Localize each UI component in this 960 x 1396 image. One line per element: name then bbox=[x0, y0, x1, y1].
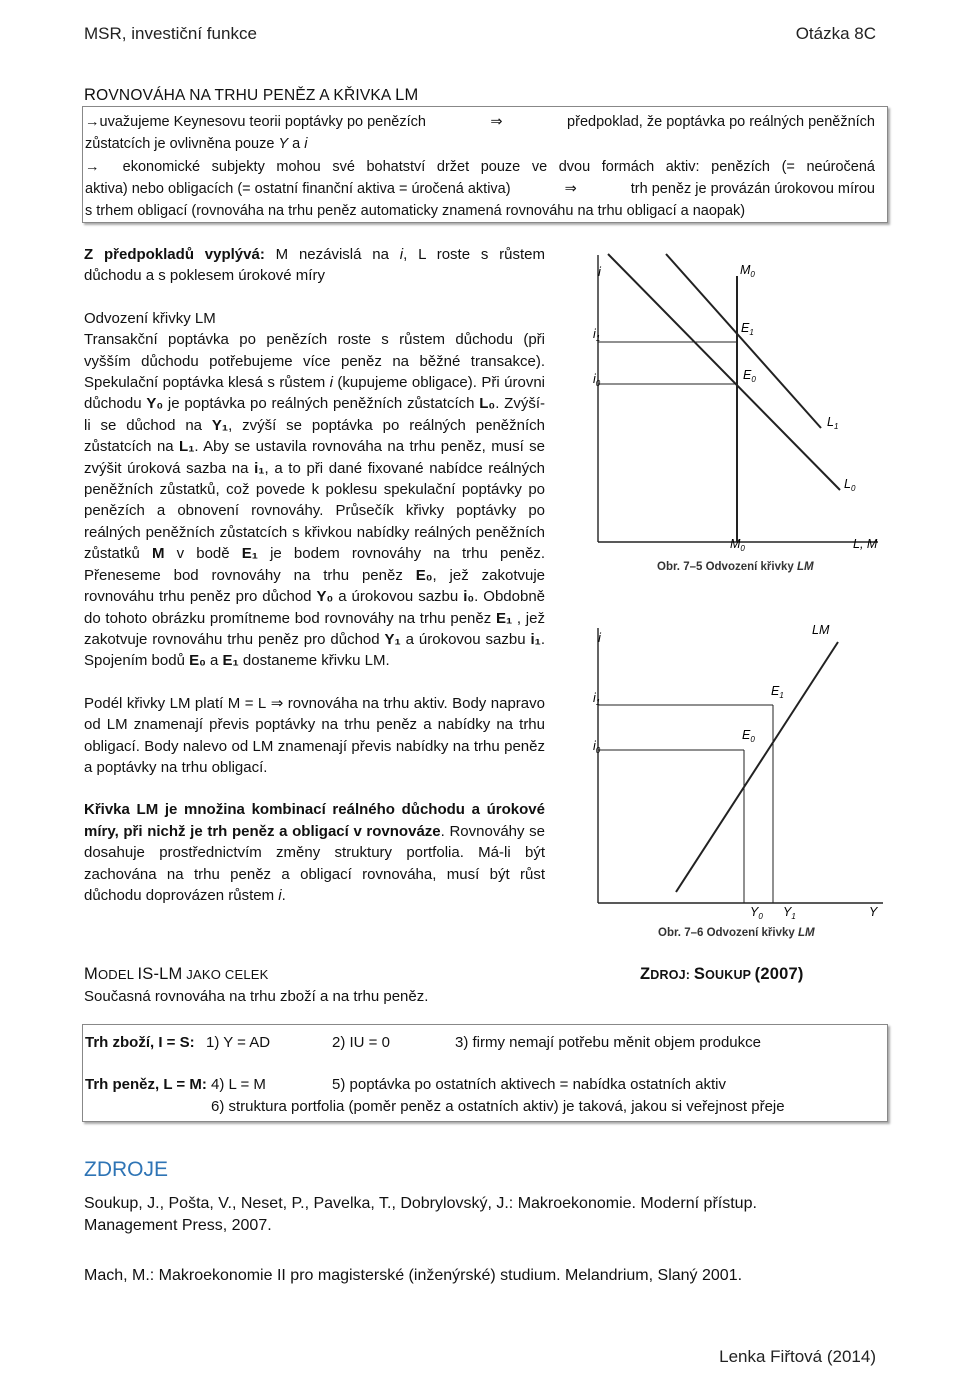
implies-icon: ⇒ bbox=[564, 181, 577, 197]
sources-title: ZDROJE bbox=[84, 1158, 168, 1181]
e0-label: $E_0$ bbox=[743, 368, 756, 384]
lm-label: LM bbox=[812, 623, 830, 637]
section-subtitle: Současná rovnováha na trhu zboží a na trhu peněz. bbox=[84, 988, 429, 1005]
reference-1: Soukup, J., Pošta, V., Neset, P., Pavelka, T., Dobrylovský, J.: Makroekonomie. Moderní přístup. Management Press, 2007. bbox=[84, 1195, 757, 1234]
footer-author: Lenka Fiřtová (2014) bbox=[719, 1347, 876, 1366]
figure-lm-curve bbox=[578, 620, 888, 940]
y1-label: $Y_1$ bbox=[783, 905, 796, 921]
header-right: Otázka 8C bbox=[795, 24, 876, 43]
y0-label: $Y_0$ bbox=[750, 905, 763, 921]
axis-y-label: i bbox=[598, 264, 601, 279]
equilibrium-box: Trh zboží, I = S: 1) Y = AD 2) IU = 0 3) firmy nemají potřebu měnit objem produkce Trh peněz, L = M: 4) L = M 5) poptávka po ostatních aktivech = nabídka ostatních aktiv 6) struktura portfolia (poměr peněz a ostatních aktiv) je taková, jakou si veřejnost přeje bbox=[82, 1024, 888, 1122]
axis-y-label: i bbox=[598, 630, 601, 645]
lm-curve bbox=[676, 642, 838, 892]
arrow-icon: → bbox=[85, 159, 100, 175]
figure-caption: Obr. 7–6 Odvození křivky LM bbox=[658, 927, 815, 939]
m0-top-label: $M_0$ bbox=[740, 263, 755, 279]
i0-label: $i_0$ bbox=[593, 739, 601, 755]
l0-curve bbox=[608, 254, 840, 490]
paragraph-lm-definition: Křivka LM je množina kombinací reálného důchodu a úrokové míry, při nichž je trh peněz a obligací v rovnováze. Rovnováhy se dosahuje prostřednictvím změny struktury portfolia. Má-li být zachována na trhu peněz a obligací rovnováha, musí být růst důchodu doprovázen růstem i. bbox=[84, 801, 545, 904]
header-left: MSR, investiční funkce bbox=[84, 24, 257, 43]
implies-icon: ⇒ bbox=[270, 694, 284, 712]
text-column: Z předpokladů vyplývá: M nezávislá na i, L roste s růstem důchodu a s poklesem úrokové míry Odvození křivky LM Transakční poptávka po penězích roste s růstem důchodu (při vyšším důchodu potřebujeme více peněz na běžné transakce). Spekulační poptávka klesá s růstem i (kupujeme obligace). Při úrovni důchodu Y₀ je poptávka po reálných peněžních zůstatcích L₀. Zvýší-li se důchod na Y₁, zvýší se poptávka po reálných peněžních zůstatcích na L₁. Aby se ustavila rovnováha na trhu peněz, musí se zvýšit úroková sazba na i₁, a to při dané fixované nabídce reálných peněžních zůstatků, což povede k poklesu spekulační poptávky po penězích a obnovení rovnováhy. Průsečík křivky poptávky po reálných peněžních zůstatcích s křivkou nabídky reálných peněžních zůstatků M v bodě E₁ je bodem rovnováhy na trhu peněz. Přeneseme bod rovnováhy na trhu peněz E₀, jež zakotvuje rovnováhu trhu peněz pro důchod Y₀ a úrokovou sazbu i₀. Obdobně do tohoto obrázku promítneme bod rovnováhy na trhu peněz E₁ , jež zakotvuje rovnováhu trhu peněz pro důchod Y₁ a úrokovou sazbu i₁. Spojením bodů E₀ a E₁ dostaneme křivku LM. Podél křivky LM platí M = L ⇒ rovnováha na trhu aktiv. Body napravo od LM znamenají převis poptávky na trhu peněz a nabídky na trhu obligací. Body nalevo od LM znamenají převis nabídky na trhu peněz a poptávky na trhu obligací. Křivka LM je množina kombinací reálného důchodu a úrokové míry, při nichž je trh peněz a obligací v rovnováze. Rovnováhy se dosahuje prostřednictvím změny struktury portfolia. Má-li být zachována na trhu peněz a obligací rovnováha, musí být růst důchodu doprovázen růstem i. bbox=[84, 244, 545, 906]
axis-x-label: L, M bbox=[853, 537, 878, 551]
m0-bottom-label: $M_0$ bbox=[730, 537, 745, 553]
implies-icon: ⇒ bbox=[490, 114, 503, 130]
source-note: ZDROJ: SOUKUP (2007) bbox=[640, 965, 804, 983]
arrow-icon: → bbox=[85, 114, 100, 130]
figure-caption: Obr. 7–5 Odvození křivky LM bbox=[657, 561, 814, 573]
i1-label: $i_1$ bbox=[593, 691, 601, 707]
section-title-islm: MODEL IS-LM JAKO CELEK bbox=[84, 965, 269, 983]
e0-label: $E_0$ bbox=[742, 728, 755, 744]
paragraph-along-lm: Podél křivky LM platí M = L ⇒ rovnováha na trhu aktiv. Body napravo od LM znamenají převis poptávky na trhu peněz a nabídky na trhu obligací. Body nalevo od LM znamenají převis nabídky na trhu peněz a poptávky na trhu obligací. bbox=[84, 694, 545, 776]
l0-label: $L_0$ bbox=[844, 477, 856, 493]
figure-money-market bbox=[578, 250, 888, 580]
i1-label: $i_1$ bbox=[593, 327, 601, 343]
l1-label: $L_1$ bbox=[827, 415, 839, 431]
l1-curve bbox=[666, 254, 821, 428]
assumptions-box: →uvažujeme Keynesovu teorii poptávky po penězích ⇒ předpoklad, že poptávka po reálných peněžních zůstatcích je ovlivněna pouze Y a i → ekonomické subjekty mohou své bohatství držet pouze ve dvou formách aktiv: penězích (= neúročená aktiva) nebo obligacích (= ostatní finanční aktiva = úročená aktiva) ⇒ trh peněz je provázán úrokovou mírou s trhem obligací (rovnováha na trhu peněz automaticky znamená rovnováhu na trhu obligací a naopak) bbox=[82, 106, 888, 223]
subheading-lm: Odvození křivky LM bbox=[84, 309, 216, 327]
section-title-lm: ROVNOVÁHA NA TRHU PENĚZ A KŘIVKA LM bbox=[84, 86, 419, 104]
i0-label: $i_0$ bbox=[593, 372, 601, 388]
paragraph-derivation: Transakční poptávka po penězích roste s růstem důchodu (při vyšším důchodu potřebujeme více peněz na běžné transakce). Spekulační poptávka klesá s růstem i (kupujeme obligace). Při úrovni důchodu Y₀ je poptávka po reálných peněžních zůstatcích L₀. Zvýší-li se důchod na Y₁, zvýší se poptávka po reálných peněžních zůstatcích na L₁. Aby se ustavila rovnováha na trhu peněz, musí se zvýšit úroková sazba na i₁, a to při dané fixované nabídce reálných peněžních zůstatků, což povede k poklesu spekulační poptávky po penězích a obnovení rovnováhy. Průsečík křivky poptávky po reálných peněžních zůstatcích s křivkou nabídky reálných peněžních zůstatků M v bodě E₁ je bodem rovnováhy na trhu peněz. Přeneseme bod rovnováhy na trhu peněz E₀, jež zakotvuje rovnováhu trhu peněz pro důchod Y₀ a úrokovou sazbu i₀. Obdobně do tohoto obrázku promítneme bod rovnováhy na trhu peněz E₁ , jež zakotvuje rovnováhu trhu peněz pro důchod Y₁ a úrokovou sazbu i₁. Spojením bodů E₀ a E₁ dostaneme křivku LM. bbox=[84, 331, 546, 670]
reference-2: Mach, M.: Makroekonomie II pro magisterské (inženýrské) studium. Melandrium, Slaný 2001. bbox=[84, 1267, 743, 1284]
e1-label: $E_1$ bbox=[741, 321, 754, 337]
axis-x-label: Y bbox=[869, 905, 878, 919]
e1-label: $E_1$ bbox=[771, 684, 784, 700]
